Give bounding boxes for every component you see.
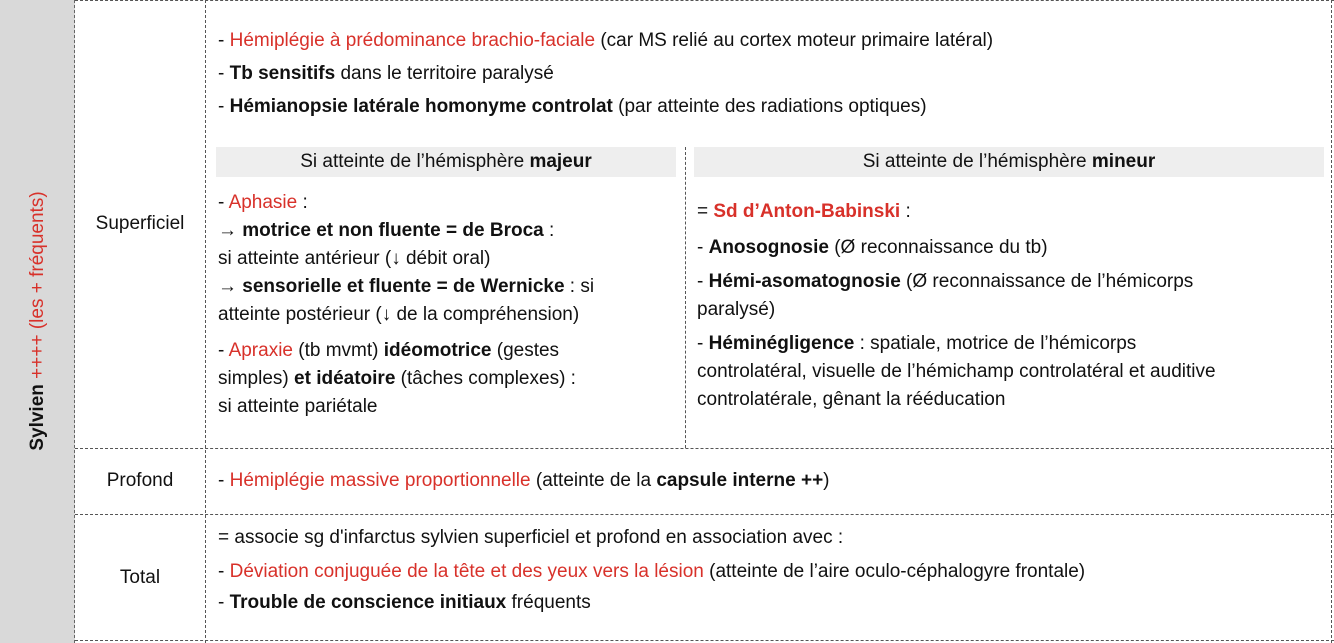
anosognosie-line: - Anosognosie (Ø reconnaissance du tb) <box>697 237 1048 258</box>
total-line-1: = associe sg d'infarctus sylvien superficiel et profond en association avec : <box>218 527 844 548</box>
apraxie-line: - Apraxie (tb mvmt) idéomotrice (gestes <box>218 340 560 361</box>
border-right <box>1331 0 1332 643</box>
superficiel-line-3: - Hémianopsie latérale homonyme controlat (par atteinte des radiations optiques) <box>218 96 927 117</box>
wernicke-detail: atteinte postérieur (↓ de la compréhension) <box>218 304 580 325</box>
aphasie-line: - Aphasie : <box>218 192 308 213</box>
negligence-line-3: controlatérale, gênant la rééducation <box>697 389 1006 410</box>
apraxie-line-3: si atteinte pariétale <box>218 396 378 417</box>
category-superficiel: Superficiel <box>95 213 185 234</box>
sidebar-label-bold: Sylvien <box>27 384 48 451</box>
column-divider <box>685 147 686 448</box>
sidebar-label-red: ++++ (les + fréquents) <box>27 191 48 385</box>
broca-line: → motrice et non fluente = de Broca : <box>218 220 555 241</box>
sidebar-label <box>27 191 49 450</box>
mineur-header: Si atteinte de l’hémisphère mineur <box>694 147 1324 177</box>
row-divider-2 <box>75 514 1334 515</box>
row-divider-1 <box>75 448 1334 449</box>
negligence-line: - Héminégligence : spatiale, motrice de l’hémicorps <box>697 333 1137 354</box>
border-top <box>75 0 1334 1</box>
majeur-header: Si atteinte de l’hémisphère majeur <box>216 147 676 177</box>
majeur-content <box>218 189 678 421</box>
sidebar <box>0 0 75 643</box>
profond-content <box>218 465 830 496</box>
total-line-2: - Déviation conjuguée de la tête et des yeux vers la lésion (atteinte de l’aire oculo-céphalogyre frontale) <box>218 561 1086 582</box>
anton-line: = Sd d’Anton-Babinski : <box>697 201 911 222</box>
broca-detail: si atteinte antérieur (↓ débit oral) <box>218 248 491 269</box>
wernicke-line: → sensorielle et fluente = de Wernicke : si <box>218 276 595 297</box>
asomato-line-2: paralysé) <box>697 299 776 320</box>
category-divider <box>205 0 206 643</box>
superficiel-line-2: - Tb sensitifs dans le territoire paralysé <box>218 63 554 84</box>
negligence-line-2: controlatéral, visuelle de l’hémichamp controlatéral et auditive <box>697 361 1216 382</box>
total-content <box>218 522 1085 618</box>
apraxie-line-2: simples) et idéatoire (tâches complexes) : <box>218 368 576 389</box>
category-total: Total <box>119 567 161 588</box>
profond-line: - Hémiplégie massive proportionnelle (atteinte de la capsule interne ++) <box>218 470 830 491</box>
asomato-line: - Hémi-asomatognosie (Ø reconnaissance de l’hémicorps <box>697 271 1194 292</box>
superficiel-line-1: - Hémiplégie à prédominance brachio-faciale (car MS relié au cortex moteur primaire latéral) <box>218 30 994 51</box>
total-line-3: - Trouble de conscience initiaux fréquents <box>218 592 591 613</box>
mineur-content <box>697 198 1327 414</box>
border-bottom <box>75 640 1334 641</box>
superficiel-common <box>218 25 993 122</box>
category-profond: Profond <box>106 470 174 491</box>
